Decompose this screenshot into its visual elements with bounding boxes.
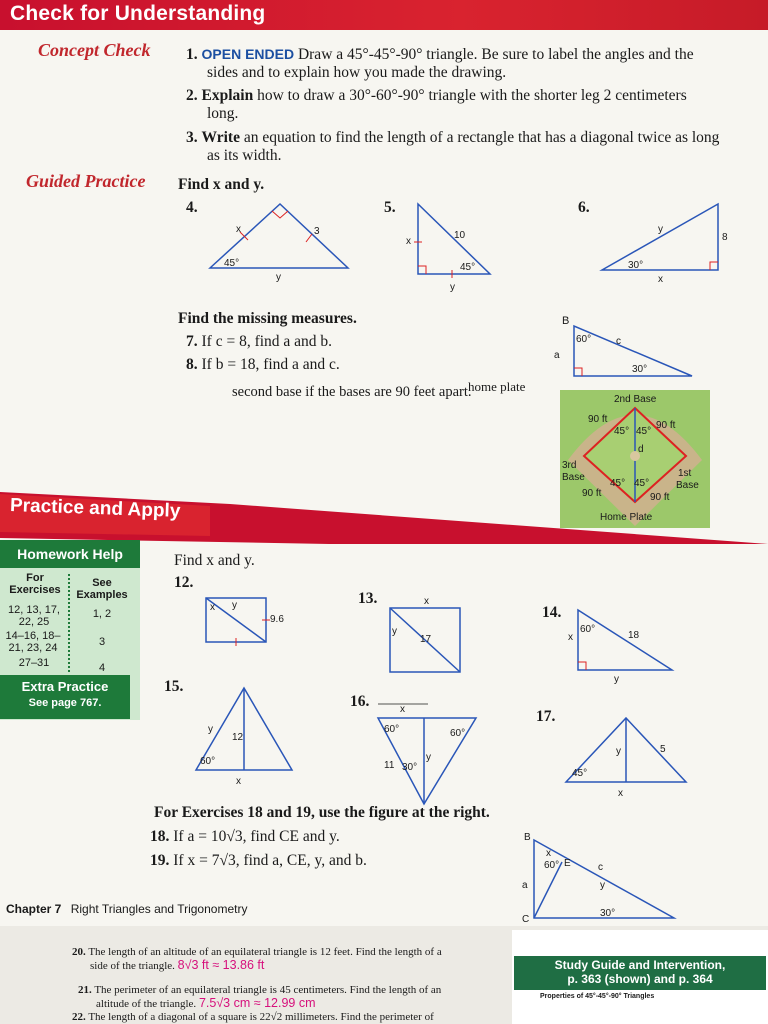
figure-14-triangle xyxy=(566,604,686,684)
answer-21: 7.5√3 cm ≈ 12.99 cm xyxy=(198,996,316,1010)
question-text: an equation to find the length of a rectangle that has a diagonal twice as long xyxy=(243,129,720,146)
fig13-label-side: 17 xyxy=(420,634,432,645)
question-22 xyxy=(72,1011,502,1024)
fig5-label-angle: 45° xyxy=(460,262,476,273)
question-text: Draw a 45°-45°-90° triangle. Be sure to label the angles and the xyxy=(297,46,694,63)
homework-row-3-ex: 27–31 xyxy=(18,657,50,669)
label-second-base: 2nd Base xyxy=(614,394,657,405)
practice-title: Practice and Apply xyxy=(9,495,181,522)
homework-divider xyxy=(68,574,70,672)
figure-13-square xyxy=(380,596,470,678)
fig7-label-B: B xyxy=(562,315,570,327)
homework-row-3-see: 4 xyxy=(98,662,106,674)
figure-4-triangle xyxy=(200,198,360,288)
study-guide-subtitle: p. 363 (shown) and p. 364 xyxy=(567,972,713,986)
guided-practice-label: Guided Practice xyxy=(26,171,146,191)
question-3 xyxy=(186,129,768,165)
question-number: 19. xyxy=(150,852,170,869)
question-text: how to draw a 30°-60°-90° triangle with the shorter leg 2 centimeters xyxy=(257,87,687,104)
fig18-label-C: C xyxy=(522,914,530,925)
fig18-label-y: y xyxy=(600,880,605,891)
exercise-number-4: 4. xyxy=(186,199,198,216)
homework-col-examples: See Examples xyxy=(76,577,128,601)
extra-practice-title: Extra Practice xyxy=(21,679,109,694)
fig6-label-x: x xyxy=(658,274,663,285)
fig12-label-x: x xyxy=(210,602,215,613)
fig4-label-x: x xyxy=(236,224,241,235)
fig15-label-x: x xyxy=(236,776,241,787)
fig18-label-B: B xyxy=(524,832,531,843)
question-keyword: OPEN ENDED xyxy=(201,46,295,62)
question-text: The length of an altitude of an equilateral triangle is 12 feet. Find the length of a xyxy=(88,946,442,958)
question-number: 1. xyxy=(186,46,198,63)
figure-18-triangle xyxy=(518,826,684,926)
homework-row-2-ex: 14–16, 18–21, 23, 24 xyxy=(5,630,61,654)
question-number: 21. xyxy=(78,984,92,996)
fig14-label-side: 18 xyxy=(628,630,640,641)
study-guide-header xyxy=(514,956,766,990)
fig12-label-side: 9.6 xyxy=(270,614,284,625)
fig14-label-x: x xyxy=(568,632,573,643)
practice-instruction: Find x and y. xyxy=(174,552,255,569)
question-text-cont: sides and to explain how you made the drawing. xyxy=(207,64,507,81)
fig4-label-angle: 45° xyxy=(224,258,240,269)
exercise-number-12: 12. xyxy=(174,574,194,591)
fig17-label-angle: 45° xyxy=(572,768,588,779)
question-number: 22. xyxy=(72,1011,86,1023)
label-ft-4: 90 ft xyxy=(650,492,670,503)
homework-col-exercises: For Exercises xyxy=(9,572,61,596)
label-first-base-2: Base xyxy=(676,480,699,491)
exercise-number-15: 15. xyxy=(164,678,184,695)
exercises-18-19-intro: For Exercises 18 and 19, use the figure at the right. xyxy=(154,804,490,821)
overlap-text: second base if the bases are 90 feet apart. xyxy=(232,384,472,400)
question-8 xyxy=(186,356,340,374)
exercise-number-5: 5. xyxy=(384,199,396,216)
figure-17-triangle xyxy=(560,712,692,798)
fig15-label-side: 12 xyxy=(232,732,244,743)
fig5-label-y: y xyxy=(450,282,455,293)
fig16-label-a1: 60° xyxy=(384,724,400,735)
homework-help-title: Homework Help xyxy=(0,540,140,568)
figure-16-triangle xyxy=(372,700,482,808)
question-text: If c = 8, find a and b. xyxy=(201,333,333,350)
study-guide-line: Properties of 45°-45°-90° Triangles xyxy=(540,993,655,1000)
question-text: If x = 7√3, find a, CE, y, and b. xyxy=(173,852,367,869)
label-d: d xyxy=(638,444,644,455)
question-18 xyxy=(150,828,340,846)
question-number: 7. xyxy=(186,333,198,350)
figure-5-triangle xyxy=(400,198,500,293)
figure-12-square xyxy=(198,590,292,646)
question-7 xyxy=(186,333,332,351)
section-title: Check for Understanding xyxy=(10,2,266,25)
extra-practice-page: See page 767. xyxy=(28,697,102,709)
question-21 xyxy=(78,984,502,1011)
fig16-label-x: x xyxy=(400,704,405,715)
guided-instruction: Find x and y. xyxy=(178,176,265,193)
fig5-label-side: 10 xyxy=(454,230,466,241)
fig15-label-angle: 60° xyxy=(200,756,216,767)
chapter-number: Chapter 7 xyxy=(6,902,62,916)
question-text: The length of a diagonal of a square is 22√2 millimeters. Find the perimeter of xyxy=(88,1011,434,1023)
chapter-title: Right Triangles and Trigonometry xyxy=(70,902,248,916)
fig16-label-a2: 60° xyxy=(450,728,466,739)
fig6-label-side: 8 xyxy=(722,232,728,243)
fig15-label-y: y xyxy=(208,724,213,735)
exercise-number-6: 6. xyxy=(578,199,590,216)
question-text-cont: as its width. xyxy=(207,147,282,164)
homework-row-2-see: 3 xyxy=(98,636,106,648)
label-home-plate: Home Plate xyxy=(600,512,653,523)
question-number: 8. xyxy=(186,356,198,373)
fig18-label-angle30: 30° xyxy=(600,908,616,919)
question-1 xyxy=(186,45,766,82)
fig6-label-y: y xyxy=(658,224,663,235)
fig18-label-E: E xyxy=(564,858,571,869)
fig7-label-a: a xyxy=(554,350,560,361)
fig14-label-angle: 60° xyxy=(580,624,596,635)
fig5-label-x: x xyxy=(406,236,411,247)
homework-row-1-ex: 12, 13, 17, 22, 25 xyxy=(8,604,60,628)
fig18-label-x: x xyxy=(546,848,551,859)
fig16-label-a3: 30° xyxy=(402,762,418,773)
exercise-number-14: 14. xyxy=(542,604,562,621)
label-third-base: 3rd xyxy=(562,460,577,471)
figure-7-triangle xyxy=(540,312,700,388)
label-first-base: 1st xyxy=(678,468,692,479)
fig17-label-x: x xyxy=(618,788,623,798)
label-ft-1: 90 ft xyxy=(588,414,608,425)
fig7-label-angle60: 60° xyxy=(576,334,592,345)
homework-row-1-see: 1, 2 xyxy=(92,608,112,620)
missing-measures-title: Find the missing measures. xyxy=(178,310,357,327)
question-text: If b = 18, find a and c. xyxy=(201,356,340,373)
fig12-label-y: y xyxy=(232,600,237,611)
figure-6-triangle xyxy=(596,198,736,288)
fig4-label-y: y xyxy=(276,272,281,283)
label-angle-1: 45° xyxy=(614,426,630,437)
fig13-label-y: y xyxy=(392,626,397,637)
extra-practice-box xyxy=(0,675,130,719)
fig13-label-x: x xyxy=(424,596,429,607)
question-number: 18. xyxy=(150,828,170,845)
label-angle-3: 45° xyxy=(610,478,626,489)
question-number: 3. xyxy=(186,129,198,146)
fig7-label-c: c xyxy=(616,336,621,347)
concept-check-label: Concept Check xyxy=(38,40,151,60)
fig6-label-angle: 30° xyxy=(628,260,644,271)
question-text-cont: altitude of the triangle. xyxy=(96,998,197,1010)
question-keyword: Write xyxy=(201,129,240,146)
question-2 xyxy=(186,87,766,123)
question-text: The perimeter of an equilateral triangle is 45 centimeters. Find the length of an xyxy=(94,984,442,996)
question-keyword: Explain xyxy=(201,87,254,104)
question-text: If a = 10√3, find CE and y. xyxy=(173,828,340,845)
fig16-label-side: 11 xyxy=(384,760,395,771)
fig14-label-y: y xyxy=(614,674,619,684)
study-guide-title: Study Guide and Intervention, xyxy=(554,958,726,972)
fig4-label-side: 3 xyxy=(314,226,320,237)
question-text-cont: side of the triangle. xyxy=(90,960,175,972)
fig18-label-c: c xyxy=(598,862,603,873)
answer-20: 8√3 ft ≈ 13.86 ft xyxy=(177,958,265,972)
overlap-text-right: home plate xyxy=(468,379,526,394)
fig18-label-angle60: 60° xyxy=(544,860,560,871)
fig7-label-angle30: 30° xyxy=(632,364,648,375)
label-angle-4: 45° xyxy=(634,478,650,489)
footer-chapter xyxy=(6,902,247,916)
question-number: 20. xyxy=(72,946,86,958)
exercise-number-17: 17. xyxy=(536,708,556,725)
fig16-label-y: y xyxy=(426,752,431,763)
fig17-label-side: 5 xyxy=(660,744,666,755)
fig17-label-y: y xyxy=(616,746,621,757)
question-19 xyxy=(150,852,367,870)
question-text-cont: long. xyxy=(207,105,239,122)
label-third-base-2: Base xyxy=(562,472,585,483)
label-ft-3: 90 ft xyxy=(582,488,602,499)
question-number: 2. xyxy=(186,87,198,104)
label-ft-2: 90 ft xyxy=(656,420,676,431)
label-angle-2: 45° xyxy=(636,426,652,437)
fig18-label-a: a xyxy=(522,880,528,891)
question-20 xyxy=(72,946,502,973)
exercise-number-16: 16. xyxy=(350,693,370,710)
exercise-number-13: 13. xyxy=(358,590,378,607)
figure-15-triangle xyxy=(188,684,298,788)
